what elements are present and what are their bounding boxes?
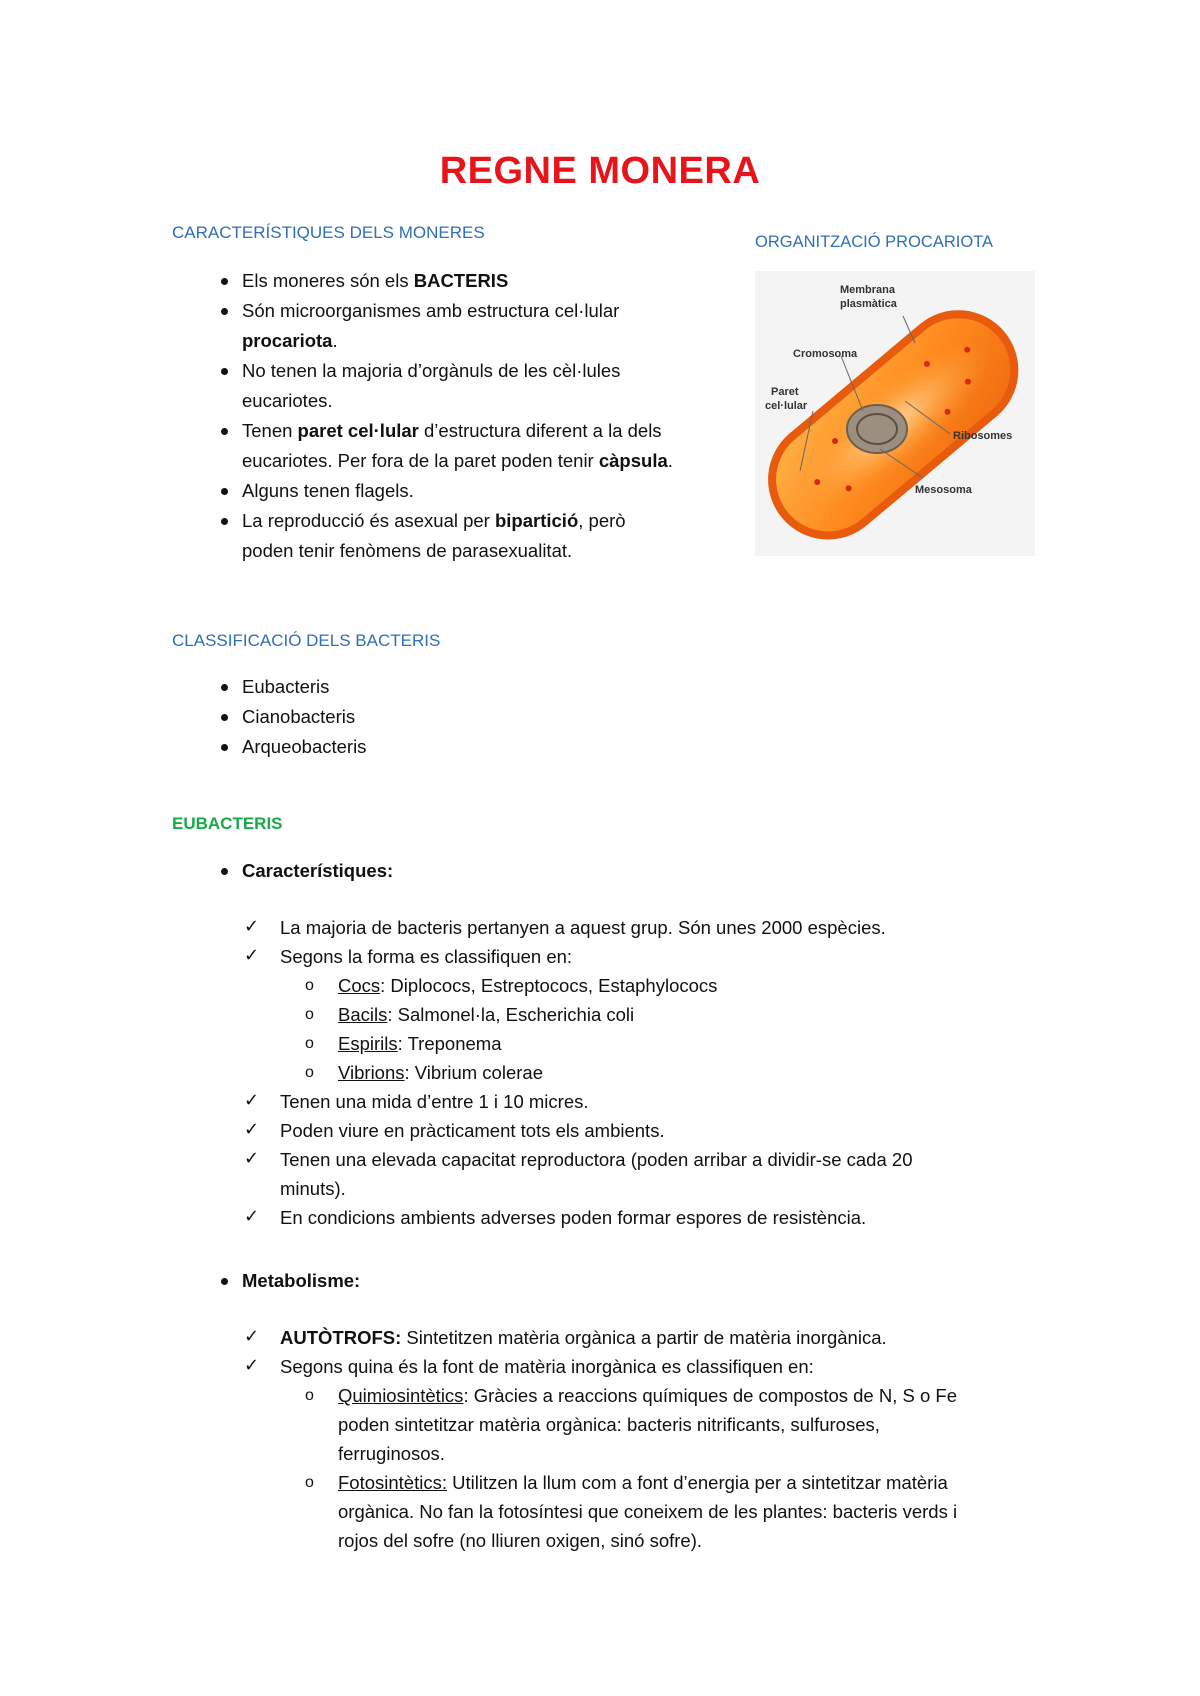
form-vibrions: Vibrions: Vibrium colerae [338, 1062, 543, 1083]
m2-text: Segons quina és la font de matèria inorgànica es classifiquen en: [280, 1356, 814, 1377]
list-item: No tenen la majoria d’orgànuls de les cèl·lules eucariotes. [172, 356, 732, 416]
m1-text: AUTÒTROFS: Sintetitzen matèria orgànica a partir de matèria inorgànica. [280, 1327, 887, 1348]
fotosintetics-text: Fotosintètics: Utilitzen la llum com a font d’energia per a sintetitzar matèria orgànica. No fan la fotosíntesi que coneixem de les plantes: bacteris verds i rojos del sofre (no lliuren oxigen, sinó sofre). [338, 1472, 958, 1551]
bullet-icon [221, 518, 228, 525]
circle-bullet-icon: o [305, 1064, 314, 1081]
list-item: Eubacteris [172, 672, 732, 702]
label-cromosoma: Cromosoma [793, 348, 858, 360]
c6-text: En condicions ambients adverses poden formar espores de resistència. [280, 1207, 867, 1228]
check-icon: ✓ [244, 1148, 260, 1168]
check-icon: ✓ [244, 1090, 260, 1110]
circle-bullet-icon: o [305, 1006, 314, 1023]
quimiosintetics-text: Quimiosintètics: Gràcies a reaccions químiques de compostos de N, S o Fe poden sintetitzar matèria orgànica: bacteris nitrificants, sulfuroses, ferruginosos. [338, 1385, 958, 1464]
heading-caracteristiques: CARACTERÍSTIQUES DELS MONERES [172, 223, 485, 242]
c4-text: Poden viure en pràcticament tots els ambients. [280, 1120, 665, 1141]
c2-text: Segons la forma es classifiquen en: [280, 946, 573, 967]
bullet-icon [221, 368, 228, 375]
bacterium-illustration [755, 271, 1035, 556]
list-item: Cianobacteris [172, 702, 732, 732]
bullet-icon [221, 488, 228, 495]
label-mesosoma: Mesosoma [915, 484, 972, 496]
bullet-icon [221, 684, 228, 691]
c3-text: Tenen una mida d’entre 1 i 10 micres. [280, 1091, 589, 1112]
circle-bullet-icon: o [305, 977, 314, 994]
diagram-heading: ORGANITZACIÓ PROCARIOTA [755, 233, 994, 251]
list-item: Els moneres són els BACTERIS [172, 266, 732, 296]
check-icon: ✓ [244, 1119, 260, 1139]
bullet-icon [221, 278, 228, 285]
circle-bullet-icon: o [305, 1387, 314, 1404]
page-title: REGNE MONERA [439, 150, 761, 192]
form-espirils: Espirils: Treponema [338, 1033, 502, 1054]
check-icon: ✓ [244, 1206, 260, 1226]
list-item: Tenen paret cel·lular d’estructura diferent a la dels eucariotes. Per fora de la paret poden tenir càpsula. [172, 416, 732, 476]
c5-text: Tenen una elevada capacitat reproductora (poden arribar a dividir-se cada 20 minuts). [280, 1149, 913, 1199]
prokaryote-diagram [755, 271, 1035, 556]
heading-eubacteris: EUBACTERIS [172, 814, 283, 833]
check-icon: ✓ [244, 945, 260, 965]
label-ribosomes: Ribosomes [953, 430, 1013, 442]
label-paret-2: cel·lular [765, 400, 808, 412]
label-membrana-1: Membrana [840, 284, 896, 296]
list-item: La reproducció és asexual per bipartició, però poden tenir fenòmens de parasexualitat. [172, 506, 732, 566]
label-membrana-2: plasmàtica [840, 298, 897, 310]
list-item: Arqueobacteris [172, 732, 732, 762]
heading-classificacio: CLASSIFICACIÓ DELS BACTERIS [172, 631, 441, 650]
bullet-icon [221, 308, 228, 315]
list-item: Són microorganismes amb estructura cel·lular procariota. [172, 296, 732, 356]
form-cocs: Cocs: Diplococs, Estreptococs, Estaphylococs [338, 975, 718, 996]
check-icon: ✓ [244, 1355, 260, 1375]
circle-bullet-icon: o [305, 1035, 314, 1052]
bullet-icon [221, 1278, 228, 1285]
bullet-icon [221, 868, 228, 875]
c1-text: La majoria de bacteris pertanyen a aquest grup. Són unes 2000 espècies. [280, 917, 886, 938]
list-item: Metabolisme: [172, 1266, 772, 1296]
caracteristiques-bullet [172, 856, 772, 886]
metabolisme-bullet [172, 1266, 772, 1296]
characteristics-list [172, 266, 732, 566]
bullet-icon [221, 714, 228, 721]
check-icon: ✓ [244, 1326, 260, 1346]
label-paret-1: Paret [771, 386, 799, 398]
check-icon: ✓ [244, 916, 260, 936]
bullet-icon [221, 428, 228, 435]
form-bacils: Bacils: Salmonel·la, Escherichia coli [338, 1004, 635, 1025]
list-item: Alguns tenen flagels. [172, 476, 732, 506]
bullet-icon [221, 744, 228, 751]
circle-bullet-icon: o [305, 1474, 314, 1491]
classification-list [172, 672, 732, 762]
list-item: Característiques: [172, 856, 772, 886]
